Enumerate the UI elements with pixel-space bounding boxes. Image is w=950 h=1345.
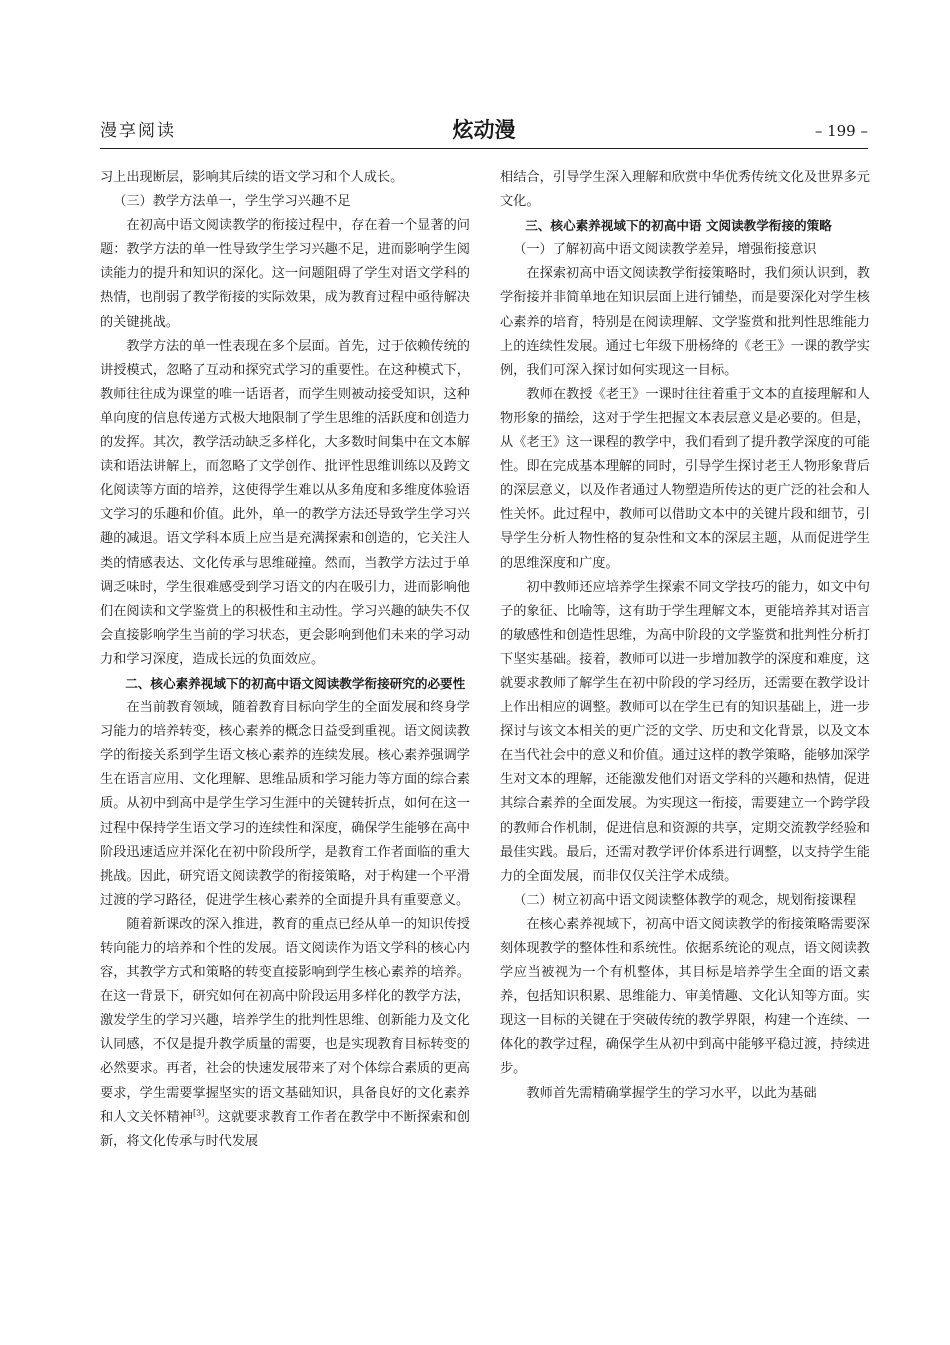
subsection-heading: （三）教学方法单一，学生学习兴趣不足 — [113, 194, 351, 210]
paragraph: 在探索初高中语文阅读教学衔接策略时，我们须认识到，教学衔接并非简单地在知识层面上进行铺垫，而是要深化对学生核心素养的培育，特别是在阅读理解、文学鉴赏和批判性思维能力上的连续性发展。通过七年级下册杨绛的《老王》一课的教学实例，我们可深入探讨如何实现这一目标。 — [500, 266, 870, 378]
paragraph: 教师在教授《老王》一课时往往着重于文本的直接理解和人物形象的描绘，这对于学生把握文本表层意义是必要的。但是，从《老王》这一课程的教学中，我们看到了提升教学深度的可能性。即在完成基本理解的同时，引导学生探讨老王人物形象背后的深层意义，以及作者通过人物塑造所传达的更广泛的社会和人性关怀。此过程中，教师可以借助文本中的关键片段和细节，引导学生分析人物性格的复杂性和文本的深层主题，从而促进学生的思维深度和广度。 — [500, 386, 870, 571]
paragraph: 在当前教育领域，随着教育目标向学生的全面发展和终身学习能力的培养转变，核心素养的概念日益受到重视。语文阅读教学的衔接关系到学生语文核心素养的连续发展。核心素养强调学生在语言应用、文化理解、思维品质和学习能力等方面的综合素质。从初中到高中是学生学习生涯中的关键转折点，如何在这一过程中保持学生语文学习的连续性和深度，确保学生能够在高中阶段迅速适应并深化在初中阶段所学，是教育工作者面临的重大挑战。因此，研究语文阅读教学的衔接策略，对于构建一个平滑过渡的学习路径，促进学生核心素养的全面提升具有重要意义。 — [100, 700, 470, 908]
paragraph: 初中教师还应培养学生探索不同文学技巧的能力，如文中句子的象征、比喻等，这有助于学生理解文本，更能培养其对语言的敏感性和创造性思维，为高中阶段的文学鉴赏和批判性分析打下坚实基础。接着，教师可以进一步增加教学的深度和难度，这就要求教师了解学生在初中阶段的学习经历，还需要在教学设计上作出相应的调整。教师可以在学生已有的知识基础上，进一步探讨与该文本相关的更广泛的文学、历史和文化背景，以及文本在当代社会中的意义和价值。通过这样的教学策略，能够加深学生对文本的理解，还能激发他们对语文学科的兴趣和热情，促进其综合素养的全面发展。为实现这一衔接，需要建立一个跨学段的教师合作机制，促进信息和资源的共享，定期交流教学经验和最佳实践。最后，还需对教学评价体系进行调整，以支持学生能力的全面发展，而非仅仅关注学术成绩。 — [500, 579, 870, 884]
paragraph: 在核心素养视域下，初高中语文阅读教学的衔接策略需要深刻体现教学的整体性和系统性。依据系统论的观点，语文阅读教学应当被视为一个有机整体，其目标是培养学生全面的语文素养，包括知识积累、思维能力、审美情趣、文化认知等方面。实现这一目标的关键在于突破传统的教学界限，构建一个连续、一体化的教学过程，确保学生从初中到高中能够平稳过渡，持续进步。 — [500, 916, 870, 1077]
header-rule — [100, 148, 868, 149]
paragraph: 相结合，引导学生深入理解和欣赏中华优秀传统文化及世界多元文化。 — [500, 170, 870, 210]
journal-section-name: 漫享阅读 — [100, 121, 176, 141]
paragraph: 教师首先需精确掌握学生的学习水平，以此为基础 — [526, 1085, 817, 1101]
paragraph-text-tail: 。这就要求教育工作者在教学中不断探索和创新，将文化传承与时代发展 — [100, 1109, 470, 1149]
section-heading: 二、核心素养视域下的初高中语文阅读教学衔接研究的必要性 — [125, 675, 466, 691]
paragraph: 在初高中语文阅读教学的衔接过程中，存在着一个显著的问题：教学方法的单一性导致学生学习兴趣不足，进而影响学生阅读能力的提升和知识的深化。这一问题阻碍了学生对语文学科的热情，也削弱了教学衔接的实际效果，成为教育过程中亟待解决的关键挑战。 — [100, 218, 470, 330]
subsection-heading: （二）树立初高中语文阅读整体教学的观念，规划衔接课程 — [513, 892, 857, 908]
page-header — [100, 118, 868, 148]
left-column — [100, 166, 470, 1154]
subsection-heading: （一）了解初高中语文阅读教学差异，增强衔接意识 — [513, 242, 817, 258]
section-heading: 三、核心素养视域下的初高中语 文阅读教学衔接的策略 — [525, 218, 832, 234]
paragraph: 习上出现断层，影响其后续的语文学习和个人成长。 — [100, 170, 404, 185]
page-number: – 199 – — [814, 122, 868, 140]
citation-reference: [3] — [192, 1108, 205, 1118]
journal-title: 炫动漫 — [452, 118, 516, 142]
paragraph-text: 随着新课改的深入推进，教育的重点已经从单一的知识传授转向能力的培养和个性的发展。语文阅读作为语文学科的核心内容，其教学方式和策略的转变直接影响到学生核心素养的培养。在这一背景下，研究如何在初高中阶段运用多样化的教学方法，激发学生的学习兴趣，培养学生的批判性思维、创新能力及文化认同感，不仅是提升教学质量的需要，也是实现教育目标转变的必然要求。再者，社会的快速发展带来了对个体综合素质的更高要求，学生需要掌握坚实的语文基础知识，具备良好的文化素养和人文关怀精神 — [100, 916, 470, 1125]
paragraph — [100, 913, 470, 1154]
paragraph: 教学方法的单一性表现在多个层面。首先，过于依赖传统的讲授模式，忽略了互动和探究式学习的重要性。在这种模式下，教师往往成为课堂的唯一话语者，而学生则被动接受知识，这种单向度的信息传递方式极大地限制了学生思维的活跃度和创造力的发挥。其次，教学活动缺乏多样化，大多数时间集中在文本解读和语法讲解上，而忽略了文学创作、批评性思维训练以及跨文化阅读等方面的培养，这使得学生难以从多角度和多维度体验语文学习的乐趣和价值。此外，单一的教学方法还导致学生学习兴趣的减退。语文学科本质上应当是充满探索和创造的，它关注人类的情感表达、文化传承与思维碰撞。然而，当教学方法过于单调乏味时，学生很难感受到学习语文的内在吸引力，进而影响他们在阅读和文学鉴赏上的积极性和主动性。学习兴趣的缺失不仅会直接影响学生当前的学习状态，更会影响到他们未来的学习动力和学习深度，造成长远的负面效应。 — [100, 338, 470, 667]
right-column — [500, 166, 870, 1106]
